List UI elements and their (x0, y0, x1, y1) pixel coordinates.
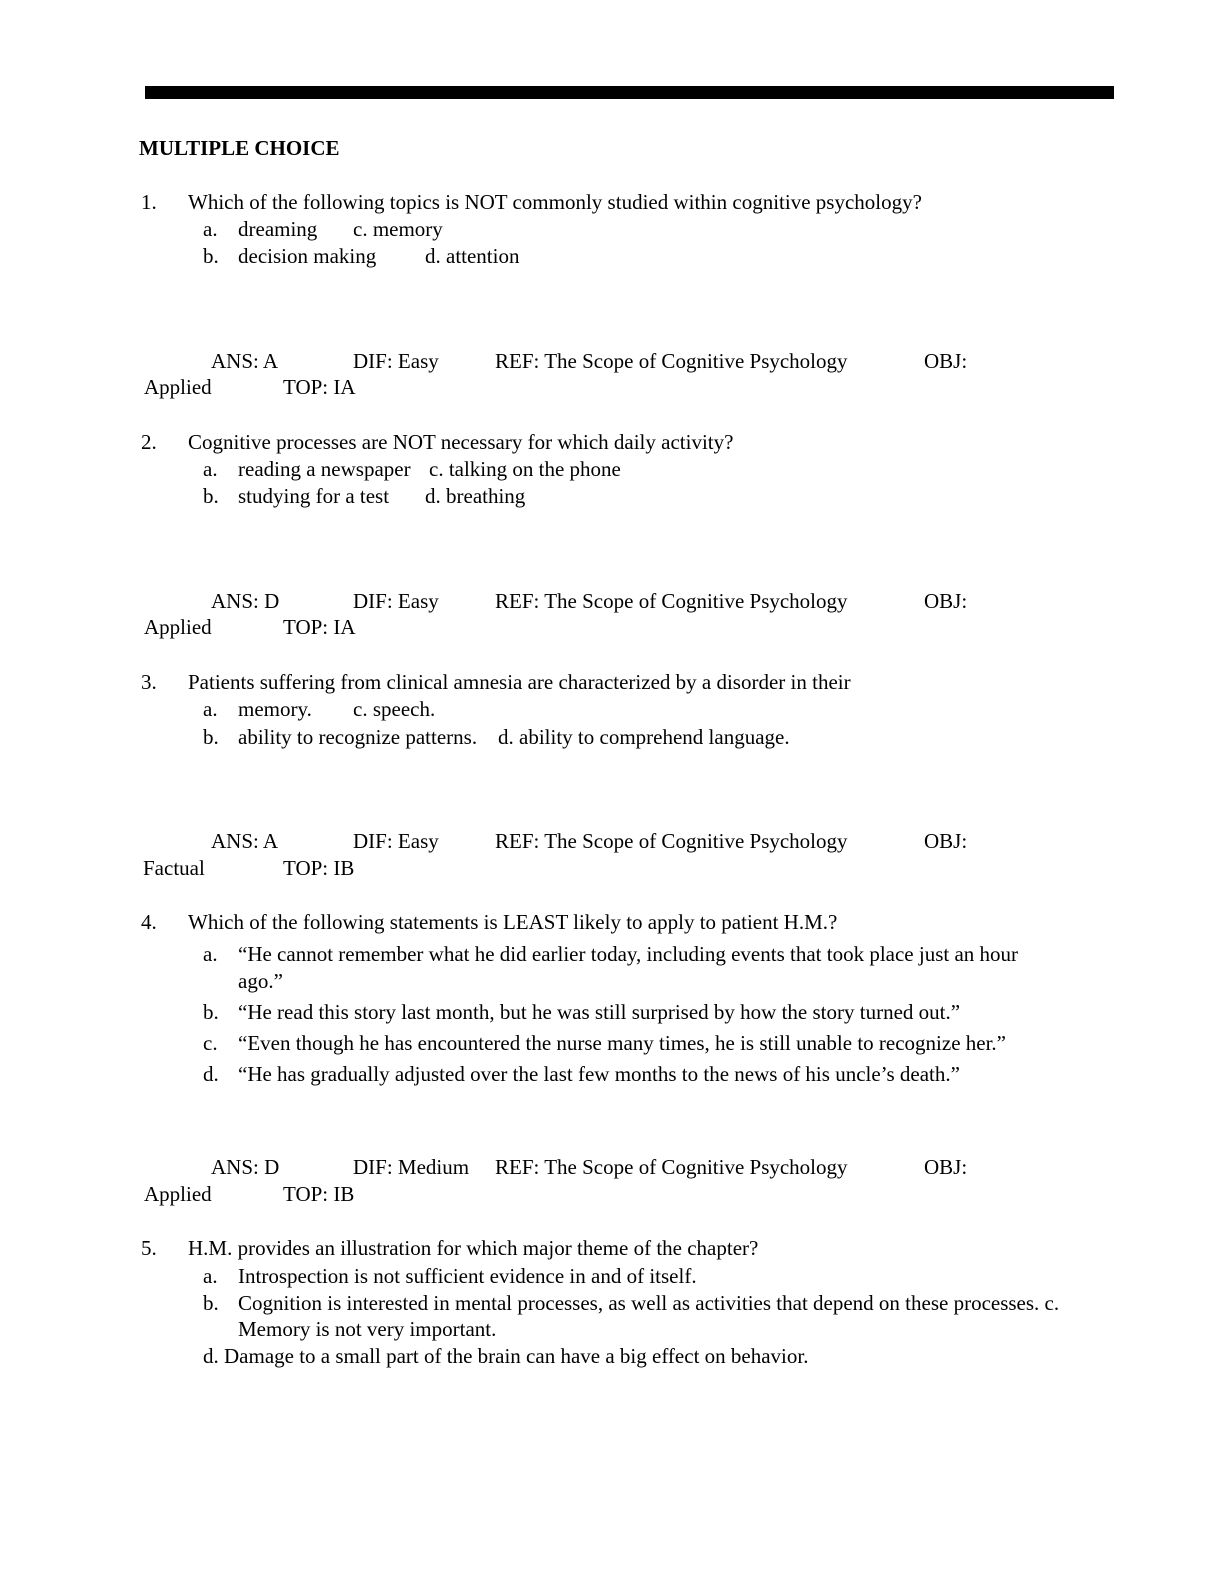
option-letter: b. (203, 725, 219, 749)
option-text: c. talking on the phone (429, 457, 621, 481)
option-text: ago.” (238, 969, 283, 993)
answer-key: ANS: D (211, 589, 280, 613)
question-stem: H.M. provides an illustration for which major theme of the chapter? (188, 1236, 759, 1260)
question-number: 3. (141, 670, 157, 694)
question-number: 2. (141, 430, 157, 454)
objective-label: OBJ: (924, 349, 968, 373)
objective-label: OBJ: (924, 829, 968, 853)
option-letter: a. (203, 217, 218, 241)
option-letter: b. (203, 484, 219, 508)
option-letter: a. (203, 457, 218, 481)
option-text: c. speech. (353, 697, 436, 721)
difficulty: DIF: Easy (353, 829, 439, 853)
option-text: Memory is not very important. (238, 1317, 497, 1341)
difficulty: DIF: Easy (353, 589, 439, 613)
reference: REF: The Scope of Cognitive Psychology (495, 829, 848, 853)
option-text: “He cannot remember what he did earlier today, including events that took place just an hour (238, 942, 1019, 966)
topic: TOP: IA (283, 375, 356, 399)
option-letter: b. (203, 244, 219, 268)
objective-label: OBJ: (924, 1155, 968, 1179)
reference: REF: The Scope of Cognitive Psychology (495, 589, 848, 613)
option-letter: b. (203, 1291, 219, 1315)
answer-key: ANS: D (211, 1155, 280, 1179)
option-text: d. Damage to a small part of the brain can have a big effect on behavior. (203, 1344, 809, 1368)
option-text: c. memory (353, 217, 443, 241)
question-stem: Which of the following statements is LEAST likely to apply to patient H.M.? (188, 910, 838, 934)
question-stem: Which of the following topics is NOT commonly studied within cognitive psychology? (188, 190, 922, 214)
option-letter: a. (203, 697, 218, 721)
option-text: Introspection is not sufficient evidence in and of itself. (238, 1264, 697, 1288)
option-text: “Even though he has encountered the nurse many times, he is still unable to recognize her.” (238, 1031, 1007, 1055)
topic: TOP: IB (283, 856, 355, 880)
difficulty: DIF: Medium (353, 1155, 470, 1179)
reference: REF: The Scope of Cognitive Psychology (495, 349, 848, 373)
question-number: 4. (141, 910, 157, 934)
question-number: 1. (141, 190, 157, 214)
objective-label: OBJ: (924, 589, 968, 613)
top-rule (145, 86, 1114, 99)
answer-key: ANS: A (211, 349, 279, 373)
option-text: d. attention (425, 244, 520, 268)
option-letter: a. (203, 1264, 218, 1288)
option-text: memory. (238, 697, 312, 721)
option-text: studying for a test (238, 484, 390, 508)
difficulty: DIF: Easy (353, 349, 439, 373)
option-text: “He read this story last month, but he was still surprised by how the story turned out.” (238, 1000, 961, 1024)
option-text: reading a newspaper (238, 457, 411, 481)
objective-value: Applied (144, 375, 212, 399)
option-letter: c. (203, 1031, 218, 1055)
option-text: ability to recognize patterns. (238, 725, 478, 749)
objective-value: Applied (144, 1182, 212, 1206)
option-letter: a. (203, 942, 218, 966)
topic: TOP: IA (283, 615, 356, 639)
question-stem: Patients suffering from clinical amnesia are characterized by a disorder in their (188, 670, 851, 694)
option-letter: d. (203, 1062, 219, 1086)
option-letter: b. (203, 1000, 219, 1024)
option-text: Cognition is interested in mental processes, as well as activities that depend on these processes. c. (238, 1291, 1060, 1315)
option-text: decision making (238, 244, 377, 268)
reference: REF: The Scope of Cognitive Psychology (495, 1155, 848, 1179)
option-text: dreaming (238, 217, 318, 241)
question-stem: Cognitive processes are NOT necessary for which daily activity? (188, 430, 734, 454)
option-text: d. ability to comprehend language. (498, 725, 790, 749)
question-number: 5. (141, 1236, 157, 1260)
objective-value: Applied (144, 615, 212, 639)
objective-value: Factual (143, 856, 205, 880)
topic: TOP: IB (283, 1182, 355, 1206)
option-text: “He has gradually adjusted over the last few months to the news of his uncle’s death.” (238, 1062, 960, 1086)
answer-key: ANS: A (211, 829, 279, 853)
option-text: d. breathing (425, 484, 526, 508)
section-heading: MULTIPLE CHOICE (139, 136, 340, 160)
